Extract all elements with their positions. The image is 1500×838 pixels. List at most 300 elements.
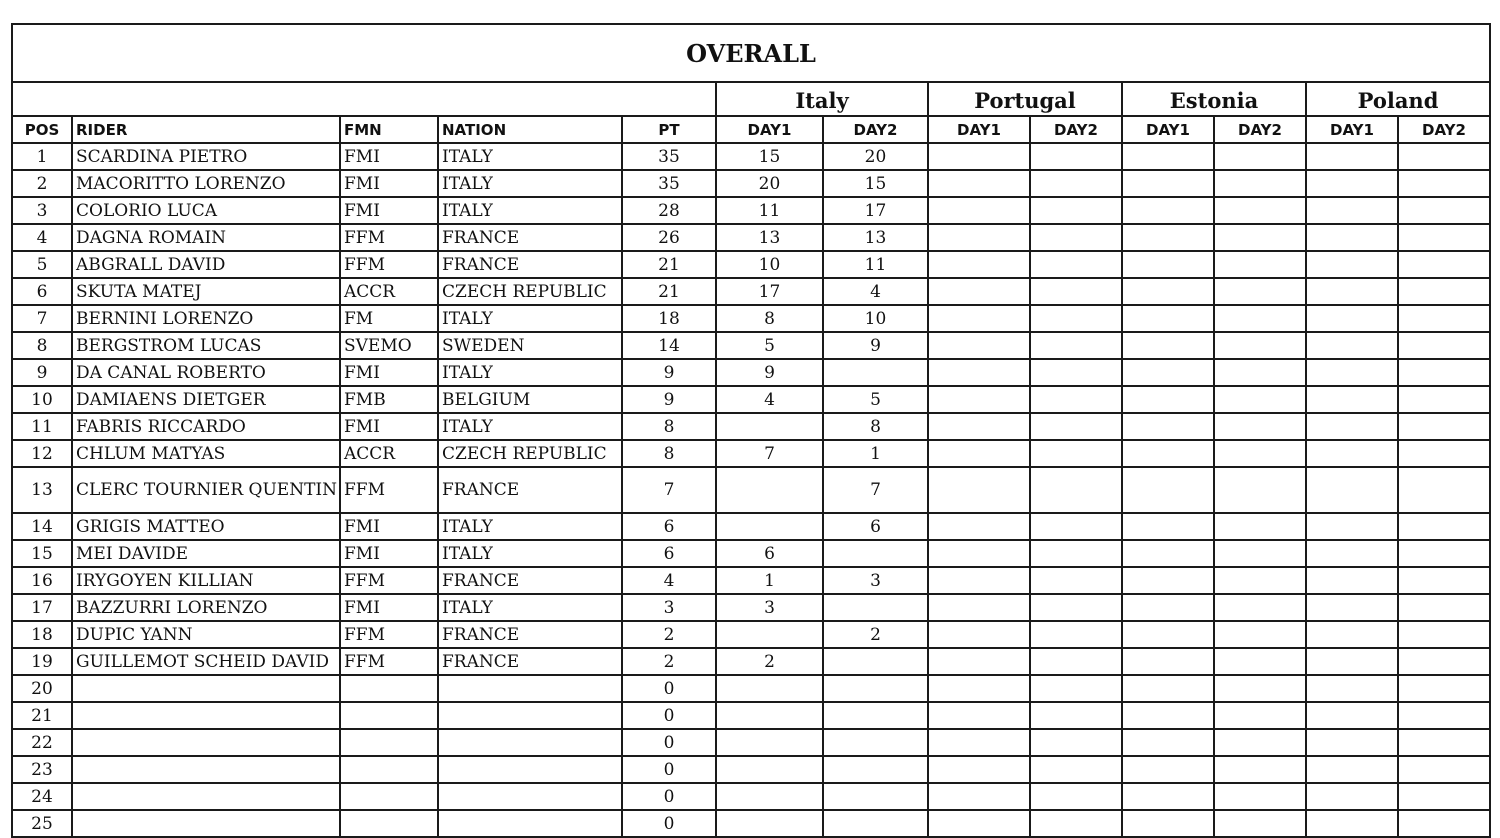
cell-estonia-day1 [1122,170,1214,197]
cell-fmn: FMI [340,170,438,197]
cell-poland-day2 [1398,413,1490,440]
cell-italy-day2: 11 [823,251,928,278]
table-row [12,567,1490,594]
cell-pos: 18 [12,621,72,648]
cell-italy-day1: 10 [716,251,823,278]
cell-portugal-day1 [928,513,1030,540]
cell-poland-day1 [1306,386,1398,413]
cell-poland-day2 [1398,648,1490,675]
cell-poland-day1 [1306,359,1398,386]
cell-nation [438,702,622,729]
cell-estonia-day1 [1122,567,1214,594]
cell-italy-day2 [823,648,928,675]
cell-pos: 16 [12,567,72,594]
table-row [12,756,1490,783]
cell-portugal-day2 [1030,251,1122,278]
table-row [12,729,1490,756]
cell-portugal-day2 [1030,170,1122,197]
cell-italy-day2: 7 [823,467,928,513]
cell-fmn: FM [340,305,438,332]
cell-rider: CHLUM MATYAS [72,440,340,467]
cell-poland-day1 [1306,513,1398,540]
cell-fmn: FFM [340,224,438,251]
cell-pos: 22 [12,729,72,756]
cell-portugal-day2 [1030,729,1122,756]
cell-pos: 14 [12,513,72,540]
cell-estonia-day2 [1214,729,1306,756]
cell-italy-day1 [716,810,823,837]
cell-italy-day2: 3 [823,567,928,594]
cell-estonia-day2 [1214,440,1306,467]
cell-italy-day1: 2 [716,648,823,675]
cell-italy-day2: 9 [823,332,928,359]
cell-poland-day1 [1306,197,1398,224]
cell-poland-day2 [1398,386,1490,413]
cell-italy-day1 [716,467,823,513]
cell-portugal-day1 [928,729,1030,756]
cell-fmn: FFM [340,567,438,594]
cell-rider: DAMIAENS DIETGER [72,386,340,413]
cell-fmn: ACCR [340,440,438,467]
cell-pt: 14 [622,332,716,359]
cell-pt: 2 [622,648,716,675]
cell-italy-day1 [716,756,823,783]
table-row [12,594,1490,621]
cell-italy-day1 [716,729,823,756]
cell-portugal-day2 [1030,440,1122,467]
cell-poland-day2 [1398,675,1490,702]
cell-portugal-day1 [928,386,1030,413]
cell-italy-day2 [823,756,928,783]
cell-poland-day1 [1306,648,1398,675]
cell-estonia-day2 [1214,386,1306,413]
cell-estonia-day2 [1214,251,1306,278]
cell-pos: 20 [12,675,72,702]
cell-portugal-day1 [928,143,1030,170]
cell-pt: 26 [622,224,716,251]
cell-estonia-day1 [1122,143,1214,170]
cell-pt: 28 [622,197,716,224]
cell-fmn [340,729,438,756]
table-row [12,810,1490,837]
cell-fmn: FFM [340,467,438,513]
cell-estonia-day2 [1214,359,1306,386]
cell-estonia-day2 [1214,170,1306,197]
cell-poland-day2 [1398,513,1490,540]
cell-pos: 19 [12,648,72,675]
cell-fmn: FMI [340,594,438,621]
cell-fmn: FMI [340,540,438,567]
cell-italy-day1: 3 [716,594,823,621]
cell-pos: 4 [12,224,72,251]
cell-portugal-day2 [1030,810,1122,837]
cell-italy-day1: 5 [716,332,823,359]
cell-estonia-day1 [1122,332,1214,359]
cell-italy-day2: 4 [823,278,928,305]
cell-rider: BERNINI LORENZO [72,305,340,332]
cell-poland-day2 [1398,621,1490,648]
cell-estonia-day1 [1122,467,1214,513]
cell-estonia-day1 [1122,386,1214,413]
cell-poland-day1 [1306,467,1398,513]
cell-italy-day2: 15 [823,170,928,197]
cell-italy-day2 [823,783,928,810]
table-row [12,305,1490,332]
cell-italy-day2: 5 [823,386,928,413]
cell-rider: DA CANAL ROBERTO [72,359,340,386]
cell-poland-day1 [1306,810,1398,837]
cell-pt: 3 [622,594,716,621]
cell-pos: 23 [12,756,72,783]
cell-portugal-day2 [1030,567,1122,594]
cell-rider: BERGSTROM LUCAS [72,332,340,359]
cell-pos: 8 [12,332,72,359]
cell-estonia-day2 [1214,143,1306,170]
cell-estonia-day1 [1122,675,1214,702]
cell-poland-day2 [1398,810,1490,837]
cell-nation: ITALY [438,197,622,224]
cell-rider: ABGRALL DAVID [72,251,340,278]
cell-nation [438,729,622,756]
cell-italy-day1 [716,621,823,648]
cell-estonia-day2 [1214,513,1306,540]
cell-poland-day1 [1306,278,1398,305]
cell-poland-day1 [1306,756,1398,783]
cell-portugal-day1 [928,540,1030,567]
cell-estonia-day2 [1214,197,1306,224]
cell-fmn: FFM [340,648,438,675]
cell-nation: FRANCE [438,567,622,594]
cell-poland-day2 [1398,440,1490,467]
cell-nation: FRANCE [438,251,622,278]
cell-pos: 10 [12,386,72,413]
cell-estonia-day1 [1122,413,1214,440]
cell-italy-day1: 11 [716,197,823,224]
cell-pos: 1 [12,143,72,170]
cell-poland-day1 [1306,783,1398,810]
title-row [12,24,1490,82]
cell-poland-day1 [1306,305,1398,332]
cell-poland-day2 [1398,359,1490,386]
cell-nation: CZECH REPUBLIC [438,278,622,305]
cell-estonia-day2 [1214,648,1306,675]
cell-estonia-day2 [1214,305,1306,332]
cell-poland-day1 [1306,413,1398,440]
cell-portugal-day2 [1030,305,1122,332]
cell-rider [72,675,340,702]
cell-pos: 17 [12,594,72,621]
cell-portugal-day1 [928,675,1030,702]
cell-nation [438,756,622,783]
cell-portugal-day2 [1030,675,1122,702]
cell-poland-day2 [1398,251,1490,278]
cell-pt: 0 [622,729,716,756]
cell-pos: 3 [12,197,72,224]
cell-poland-day2 [1398,540,1490,567]
cell-pt: 4 [622,567,716,594]
table-row [12,278,1490,305]
table-row [12,251,1490,278]
cell-fmn [340,702,438,729]
table-row [12,648,1490,675]
cell-nation: ITALY [438,594,622,621]
cell-nation: CZECH REPUBLIC [438,440,622,467]
table-row [12,702,1490,729]
table-row [12,359,1490,386]
cell-estonia-day2 [1214,810,1306,837]
cell-estonia-day2 [1214,413,1306,440]
cell-poland-day1 [1306,729,1398,756]
cell-fmn [340,783,438,810]
cell-portugal-day1 [928,810,1030,837]
header-poland-day1: DAY1 [1306,116,1398,143]
cell-pt: 9 [622,386,716,413]
cell-estonia-day2 [1214,224,1306,251]
event-italy: Italy [716,82,928,116]
cell-pt: 0 [622,675,716,702]
cell-italy-day2 [823,810,928,837]
cell-pt: 2 [622,621,716,648]
cell-poland-day2 [1398,305,1490,332]
cell-italy-day2: 10 [823,305,928,332]
cell-fmn: SVEMO [340,332,438,359]
cell-rider: GUILLEMOT SCHEID DAVID [72,648,340,675]
table-row [12,143,1490,170]
table-row [12,386,1490,413]
cell-portugal-day2 [1030,513,1122,540]
cell-fmn: FMI [340,513,438,540]
cell-poland-day1 [1306,251,1398,278]
cell-rider: BAZZURRI LORENZO [72,594,340,621]
cell-fmn [340,675,438,702]
cell-pt: 6 [622,513,716,540]
cell-portugal-day1 [928,413,1030,440]
cell-pt: 0 [622,810,716,837]
cell-portugal-day2 [1030,702,1122,729]
cell-pt: 35 [622,170,716,197]
cell-italy-day1 [716,513,823,540]
cell-portugal-day1 [928,594,1030,621]
cell-poland-day1 [1306,594,1398,621]
cell-poland-day1 [1306,702,1398,729]
cell-fmn: FMI [340,197,438,224]
cell-nation: BELGIUM [438,386,622,413]
cell-portugal-day1 [928,783,1030,810]
cell-rider: FABRIS RICCARDO [72,413,340,440]
header-poland-day2: DAY2 [1398,116,1490,143]
header-portugal-day1: DAY1 [928,116,1030,143]
cell-portugal-day1 [928,224,1030,251]
cell-poland-day2 [1398,332,1490,359]
cell-rider [72,810,340,837]
cell-nation [438,783,622,810]
cell-estonia-day2 [1214,278,1306,305]
cell-portugal-day2 [1030,756,1122,783]
cell-poland-day1 [1306,540,1398,567]
cell-fmn: ACCR [340,278,438,305]
header-nation: NATION [438,116,622,143]
cell-italy-day1: 7 [716,440,823,467]
cell-pos: 24 [12,783,72,810]
cell-poland-day1 [1306,143,1398,170]
cell-portugal-day2 [1030,594,1122,621]
cell-portugal-day1 [928,756,1030,783]
cell-poland-day2 [1398,278,1490,305]
cell-rider: SKUTA MATEJ [72,278,340,305]
cell-portugal-day1 [928,467,1030,513]
table-row [12,197,1490,224]
cell-estonia-day2 [1214,702,1306,729]
cell-portugal-day2 [1030,621,1122,648]
cell-estonia-day1 [1122,197,1214,224]
cell-poland-day2 [1398,197,1490,224]
cell-estonia-day1 [1122,513,1214,540]
cell-estonia-day1 [1122,305,1214,332]
cell-portugal-day1 [928,305,1030,332]
table-row [12,621,1490,648]
cell-pt: 9 [622,359,716,386]
cell-estonia-day1 [1122,648,1214,675]
cell-italy-day2 [823,675,928,702]
cell-nation [438,675,622,702]
cell-portugal-day2 [1030,278,1122,305]
cell-estonia-day2 [1214,621,1306,648]
table-row [12,413,1490,440]
cell-poland-day2 [1398,783,1490,810]
cell-italy-day2: 8 [823,413,928,440]
cell-italy-day2 [823,702,928,729]
cell-fmn [340,810,438,837]
cell-nation: ITALY [438,540,622,567]
cell-fmn: FFM [340,621,438,648]
cell-portugal-day2 [1030,332,1122,359]
cell-pos: 6 [12,278,72,305]
cell-rider: SCARDINA PIETRO [72,143,340,170]
cell-italy-day1: 15 [716,143,823,170]
cell-portugal-day2 [1030,413,1122,440]
cell-pos: 5 [12,251,72,278]
cell-portugal-day2 [1030,540,1122,567]
table-row [12,467,1490,513]
cell-portugal-day2 [1030,648,1122,675]
cell-estonia-day1 [1122,702,1214,729]
cell-fmn: FMB [340,386,438,413]
cell-portugal-day2 [1030,197,1122,224]
cell-nation: ITALY [438,413,622,440]
cell-italy-day2: 6 [823,513,928,540]
page-title: OVERALL [12,24,1490,82]
header-estonia-day2: DAY2 [1214,116,1306,143]
cell-rider: IRYGOYEN KILLIAN [72,567,340,594]
cell-nation: ITALY [438,143,622,170]
cell-rider: DUPIC YANN [72,621,340,648]
cell-poland-day2 [1398,467,1490,513]
cell-estonia-day1 [1122,621,1214,648]
cell-estonia-day1 [1122,278,1214,305]
cell-nation [438,810,622,837]
cell-pt: 8 [622,413,716,440]
cell-estonia-day2 [1214,783,1306,810]
cell-pt: 8 [622,440,716,467]
cell-pos: 9 [12,359,72,386]
cell-pos: 21 [12,702,72,729]
cell-rider [72,756,340,783]
cell-portugal-day1 [928,197,1030,224]
header-pt: PT [622,116,716,143]
table-row [12,513,1490,540]
cell-italy-day1 [716,702,823,729]
cell-portugal-day1 [928,278,1030,305]
cell-estonia-day2 [1214,567,1306,594]
cell-portugal-day1 [928,359,1030,386]
cell-portugal-day2 [1030,386,1122,413]
cell-italy-day2 [823,359,928,386]
cell-italy-day2 [823,729,928,756]
cell-rider [72,729,340,756]
cell-nation: ITALY [438,305,622,332]
table-row [12,540,1490,567]
cell-pt: 21 [622,278,716,305]
cell-nation: ITALY [438,513,622,540]
event-row [12,82,1490,116]
cell-italy-day1 [716,413,823,440]
cell-pt: 0 [622,756,716,783]
cell-portugal-day1 [928,648,1030,675]
cell-portugal-day1 [928,170,1030,197]
cell-poland-day2 [1398,756,1490,783]
cell-portugal-day1 [928,702,1030,729]
cell-estonia-day1 [1122,756,1214,783]
cell-pos: 13 [12,467,72,513]
cell-poland-day1 [1306,224,1398,251]
cell-estonia-day2 [1214,594,1306,621]
cell-nation: ITALY [438,359,622,386]
cell-rider: GRIGIS MATTEO [72,513,340,540]
header-italy-day2: DAY2 [823,116,928,143]
table-row [12,440,1490,467]
cell-portugal-day1 [928,332,1030,359]
cell-poland-day1 [1306,440,1398,467]
header-estonia-day1: DAY1 [1122,116,1214,143]
cell-italy-day1: 9 [716,359,823,386]
cell-portugal-day2 [1030,359,1122,386]
table-row [12,332,1490,359]
cell-italy-day1: 8 [716,305,823,332]
cell-nation: FRANCE [438,621,622,648]
cell-estonia-day2 [1214,675,1306,702]
cell-poland-day2 [1398,224,1490,251]
cell-estonia-day1 [1122,224,1214,251]
cell-pt: 6 [622,540,716,567]
cell-poland-day2 [1398,170,1490,197]
cell-nation: FRANCE [438,648,622,675]
cell-nation: FRANCE [438,224,622,251]
cell-poland-day1 [1306,332,1398,359]
table-row [12,783,1490,810]
cell-estonia-day2 [1214,467,1306,513]
cell-italy-day2: 2 [823,621,928,648]
cell-italy-day2: 17 [823,197,928,224]
header-fmn: FMN [340,116,438,143]
cell-portugal-day2 [1030,143,1122,170]
cell-italy-day2: 1 [823,440,928,467]
cell-fmn: FFM [340,251,438,278]
cell-italy-day1: 4 [716,386,823,413]
cell-poland-day2 [1398,702,1490,729]
cell-pt: 21 [622,251,716,278]
cell-poland-day1 [1306,621,1398,648]
cell-italy-day1: 20 [716,170,823,197]
